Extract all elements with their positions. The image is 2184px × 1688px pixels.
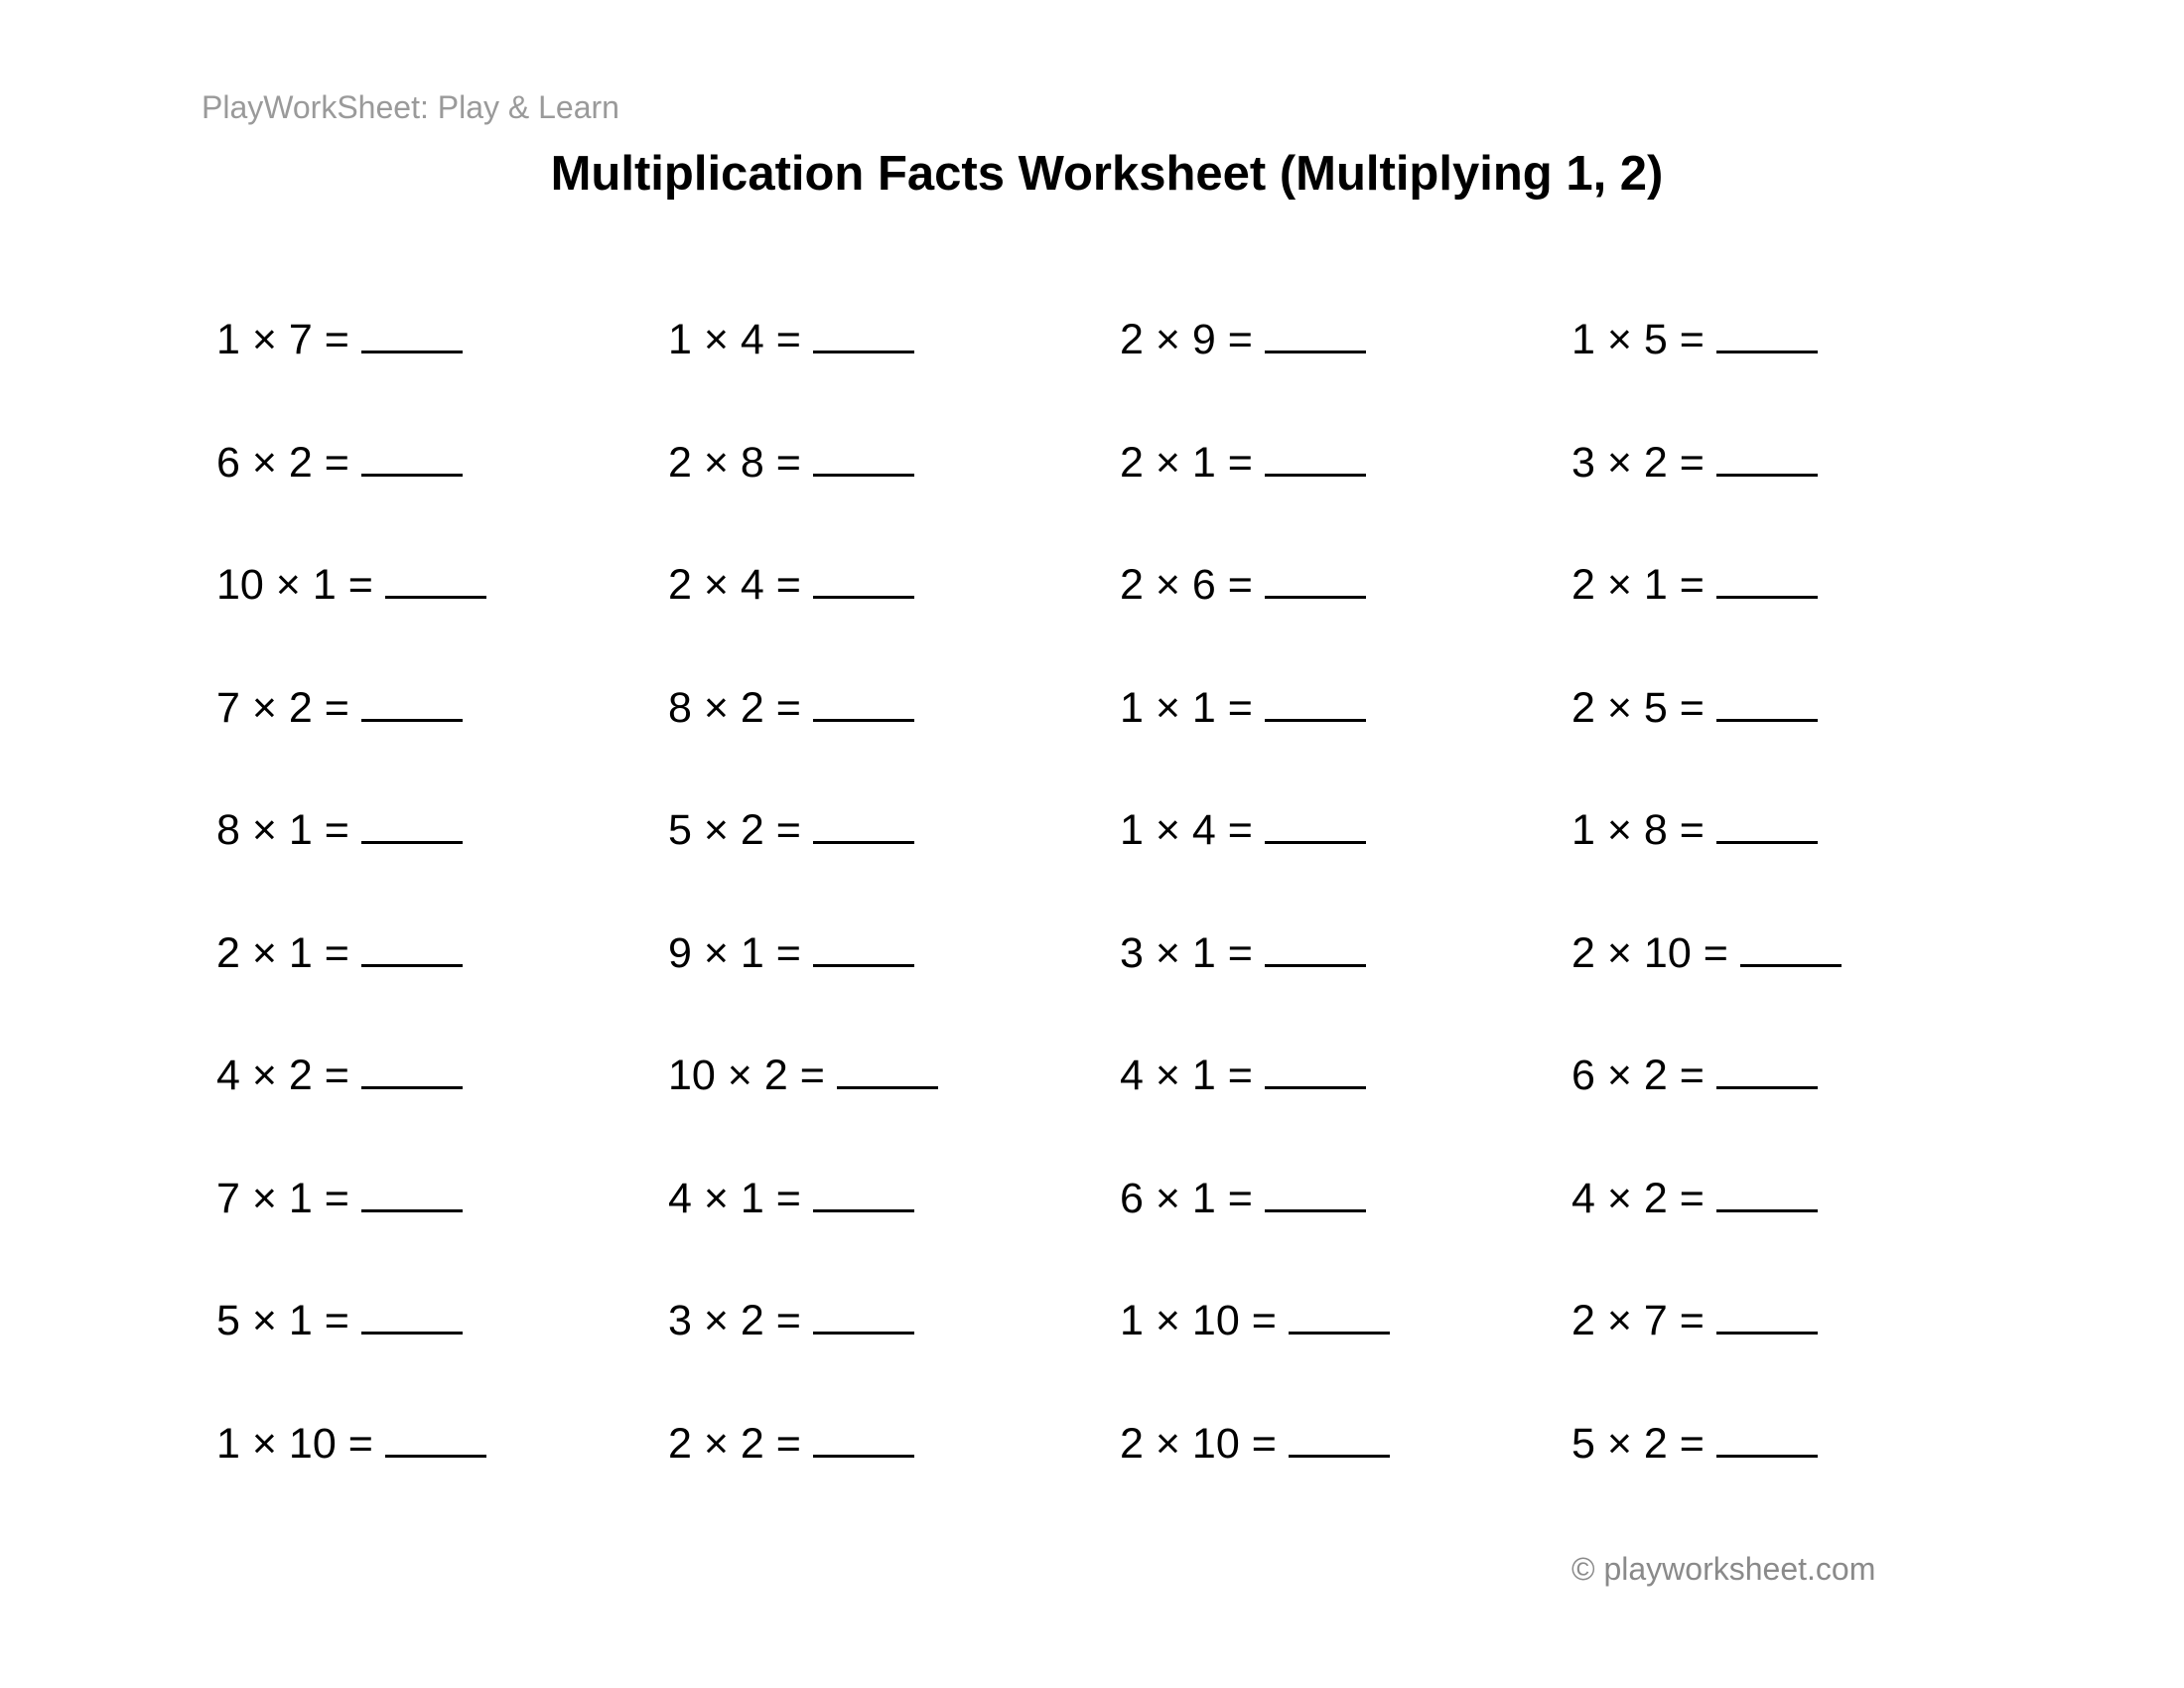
problem-text: 2 × 9 = xyxy=(1120,316,1253,363)
problem-item xyxy=(1571,439,2023,562)
problem-text: 9 × 1 = xyxy=(668,928,801,977)
answer-blank[interactable] xyxy=(361,963,463,967)
problem-item xyxy=(1120,684,1571,807)
problem-text: 2 × 1 = xyxy=(1571,561,1705,609)
problem-item xyxy=(668,316,1120,439)
problem-text: 8 × 2 = xyxy=(668,683,801,732)
answer-blank[interactable] xyxy=(813,473,914,477)
problem-text: 1 × 4 = xyxy=(1120,806,1253,854)
problem-text: 2 × 2 = xyxy=(668,1419,801,1468)
problem-text: 4 × 2 = xyxy=(1571,1174,1705,1222)
problem-text: 4 × 1 = xyxy=(668,1174,801,1222)
problem-item xyxy=(216,684,668,807)
answer-blank[interactable] xyxy=(1716,350,1818,353)
answer-blank[interactable] xyxy=(385,1454,486,1458)
answer-blank[interactable] xyxy=(361,1331,463,1335)
answer-blank[interactable] xyxy=(1265,718,1366,722)
problem-item xyxy=(216,1297,668,1420)
problem-item xyxy=(216,316,668,439)
problem-text: 2 × 10 = xyxy=(1571,928,1728,977)
answer-blank[interactable] xyxy=(813,718,914,722)
problem-item xyxy=(1120,439,1571,562)
answer-blank[interactable] xyxy=(1289,1331,1390,1335)
problem-item xyxy=(1120,1052,1571,1175)
problem-grid xyxy=(216,316,2023,1542)
problem-item xyxy=(1120,1297,1571,1420)
problem-item xyxy=(216,561,668,684)
problem-item xyxy=(668,561,1120,684)
problem-text: 8 × 1 = xyxy=(216,806,349,854)
problem-item xyxy=(1571,1420,2023,1543)
problem-text: 6 × 2 = xyxy=(1571,1052,1705,1099)
answer-blank[interactable] xyxy=(813,840,914,844)
problem-item xyxy=(216,439,668,562)
problem-item xyxy=(1120,929,1571,1053)
problem-text: 5 × 2 = xyxy=(668,806,801,854)
answer-blank[interactable] xyxy=(361,1085,463,1089)
problem-text: 2 × 4 = xyxy=(668,561,801,609)
problem-text: 6 × 2 = xyxy=(216,438,349,487)
problem-item xyxy=(1571,684,2023,807)
problem-text: 4 × 1 = xyxy=(1120,1052,1253,1099)
answer-blank[interactable] xyxy=(813,1208,914,1212)
answer-blank[interactable] xyxy=(837,1085,938,1089)
problem-item xyxy=(1571,806,2023,929)
problem-item xyxy=(216,1175,668,1298)
answer-blank[interactable] xyxy=(1716,473,1818,477)
answer-blank[interactable] xyxy=(1716,718,1818,722)
problem-text: 2 × 7 = xyxy=(1571,1297,1705,1344)
problem-item xyxy=(1120,1420,1571,1543)
answer-blank[interactable] xyxy=(1265,350,1366,353)
answer-blank[interactable] xyxy=(1740,963,1842,967)
answer-blank[interactable] xyxy=(813,963,914,967)
problem-text: 1 × 5 = xyxy=(1571,316,1705,363)
problem-item xyxy=(668,1052,1120,1175)
problem-text: 10 × 2 = xyxy=(668,1052,825,1099)
problem-item xyxy=(668,1175,1120,1298)
answer-blank[interactable] xyxy=(361,718,463,722)
problem-text: 2 × 1 = xyxy=(1120,438,1253,487)
answer-blank[interactable] xyxy=(1716,595,1818,599)
answer-blank[interactable] xyxy=(813,595,914,599)
answer-blank[interactable] xyxy=(813,1331,914,1335)
answer-blank[interactable] xyxy=(1716,1208,1818,1212)
problem-item xyxy=(216,1052,668,1175)
answer-blank[interactable] xyxy=(1265,595,1366,599)
problem-text: 2 × 10 = xyxy=(1120,1419,1277,1468)
problem-text: 4 × 2 = xyxy=(216,1052,349,1099)
answer-blank[interactable] xyxy=(361,1208,463,1212)
problem-text: 1 × 7 = xyxy=(216,316,349,363)
problem-text: 2 × 8 = xyxy=(668,438,801,487)
answer-blank[interactable] xyxy=(1289,1454,1390,1458)
answer-blank[interactable] xyxy=(361,350,463,353)
problem-item xyxy=(668,684,1120,807)
answer-blank[interactable] xyxy=(813,350,914,353)
answer-blank[interactable] xyxy=(361,840,463,844)
answer-blank[interactable] xyxy=(1716,840,1818,844)
problem-text: 2 × 6 = xyxy=(1120,561,1253,609)
problem-item xyxy=(1120,316,1571,439)
problem-item xyxy=(1571,1052,2023,1175)
problem-item xyxy=(668,806,1120,929)
problem-item xyxy=(1120,561,1571,684)
answer-blank[interactable] xyxy=(1265,1208,1366,1212)
problem-item xyxy=(1571,1175,2023,1298)
problem-text: 1 × 8 = xyxy=(1571,806,1705,854)
problem-item xyxy=(1120,1175,1571,1298)
problem-text: 5 × 2 = xyxy=(1571,1419,1705,1468)
problem-item xyxy=(1120,806,1571,929)
answer-blank[interactable] xyxy=(1716,1331,1818,1335)
problem-item xyxy=(216,929,668,1053)
problem-item xyxy=(1571,1297,2023,1420)
problem-item xyxy=(216,1420,668,1543)
answer-blank[interactable] xyxy=(1265,963,1366,967)
problem-text: 2 × 5 = xyxy=(1571,683,1705,732)
problem-text: 1 × 1 = xyxy=(1120,683,1253,732)
problem-text: 3 × 2 = xyxy=(668,1297,801,1344)
answer-blank[interactable] xyxy=(1716,1454,1818,1458)
answer-blank[interactable] xyxy=(385,595,486,599)
problem-text: 10 × 1 = xyxy=(216,561,373,609)
brand-header: PlayWorkSheet: Play & Learn xyxy=(202,89,619,125)
problem-text: 1 × 10 = xyxy=(1120,1297,1277,1344)
problem-text: 7 × 1 = xyxy=(216,1174,349,1222)
problem-text: 3 × 1 = xyxy=(1120,928,1253,977)
problem-text: 3 × 2 = xyxy=(1571,438,1705,487)
problem-text: 7 × 2 = xyxy=(216,683,349,732)
problem-item xyxy=(216,806,668,929)
problem-text: 1 × 10 = xyxy=(216,1419,373,1468)
problem-item xyxy=(1571,929,2023,1053)
answer-blank[interactable] xyxy=(1265,1085,1366,1089)
answer-blank[interactable] xyxy=(1265,840,1366,844)
problem-item xyxy=(1571,561,2023,684)
answer-blank[interactable] xyxy=(813,1454,914,1458)
problem-item xyxy=(1571,316,2023,439)
copyright-footer: © playworksheet.com xyxy=(1571,1551,1876,1587)
problem-text: 1 × 4 = xyxy=(668,316,801,363)
problem-text: 5 × 1 = xyxy=(216,1297,349,1344)
answer-blank[interactable] xyxy=(361,473,463,477)
answer-blank[interactable] xyxy=(1716,1085,1818,1089)
problem-item xyxy=(668,1297,1120,1420)
page-title: Multiplication Facts Worksheet (Multiplying 1, 2) xyxy=(550,147,1664,201)
problem-item xyxy=(668,1420,1120,1543)
problem-text: 6 × 1 = xyxy=(1120,1174,1253,1222)
answer-blank[interactable] xyxy=(1265,473,1366,477)
problem-item xyxy=(668,439,1120,562)
problem-text: 2 × 1 = xyxy=(216,928,349,977)
problem-item xyxy=(668,929,1120,1053)
